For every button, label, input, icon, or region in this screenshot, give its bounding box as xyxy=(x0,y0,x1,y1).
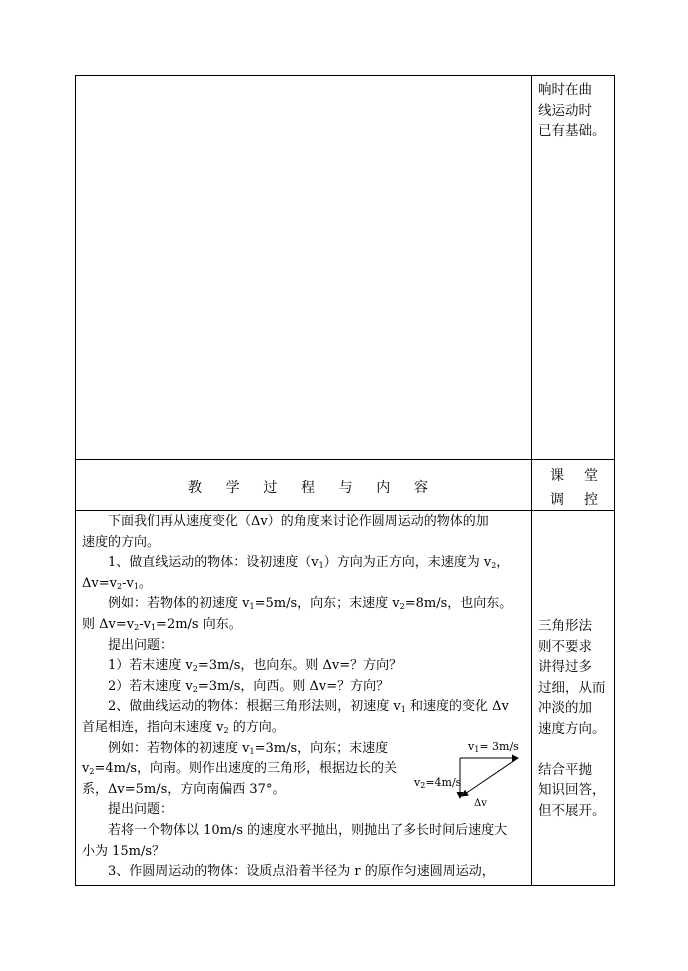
header-char: 学 xyxy=(225,480,240,496)
note-line xyxy=(538,739,612,760)
note-line: 冲淡的加 xyxy=(538,700,592,716)
header-char: 课 xyxy=(550,468,564,484)
note-line: 讲得过多 xyxy=(538,659,592,675)
table-border-left xyxy=(75,75,76,886)
header-char: 内 xyxy=(376,480,391,496)
header-char: 程 xyxy=(300,480,315,496)
header-char: 教 xyxy=(188,480,202,496)
content-line: 3、作圆周运动的物体：设质点沿着半径为 r 的原作匀速圆周运动， xyxy=(108,864,495,880)
content-line: 1、做直线运动的物体：设初速度$(v_1)$方向为正方向，末速度为 $v_2$， xyxy=(108,555,510,571)
header-title xyxy=(188,477,428,497)
content-line: 速度的方向。 xyxy=(82,534,161,550)
header-char: 调 xyxy=(550,492,564,508)
content-line: 若将一个物体以 10m/s 的速度水平抛出，则抛出了多长时间后速度大 xyxy=(108,822,508,838)
top-right-notes xyxy=(538,80,612,142)
note-line: 但不展开。 xyxy=(538,802,606,819)
right-notes xyxy=(538,616,612,821)
header-char: 堂 xyxy=(584,468,598,484)
note-line: 响时在曲 xyxy=(538,82,592,98)
header-char: 容 xyxy=(413,480,428,496)
velocity-triangle-diagram xyxy=(412,738,532,814)
lesson-content xyxy=(82,512,528,883)
table-border-top xyxy=(75,75,615,76)
note-line: 结合平抛 xyxy=(538,761,592,778)
header-char: 控 xyxy=(584,492,598,508)
content-line: 小为 15m/s？ xyxy=(82,843,166,859)
content-line: 2）若末速度 $v_2=3m/s$，向西。则 Δv=？方向？ xyxy=(108,678,390,694)
v1-label: $v_1= 3m/s$ xyxy=(468,740,519,754)
table-border-right xyxy=(614,75,615,886)
content-line: 下面我们再从速度变化（Δv）的角度来讨论作圆周运动的物体的加 xyxy=(108,514,489,529)
content-line: $\Delta v=v_2-v_1$。 xyxy=(82,575,152,591)
table-row-divider-2 xyxy=(75,510,615,511)
content-line: 则 $\Delta v=v_2-v_1=2m/s$ 向东。 xyxy=(82,616,242,632)
note-line: 过细，从而 xyxy=(538,679,606,696)
table-row-divider-1 xyxy=(75,459,615,460)
content-line: 系，Δv=5m/s，方向南偏西 37°。 xyxy=(82,781,286,797)
content-line: 例如：若物体的初速度 $v_1=5m/s$，向东；末速度 $v_2=8m/s$，也向东。 xyxy=(108,596,513,612)
content-line: 提出问题： xyxy=(108,637,174,653)
delta-v-vector xyxy=(462,758,518,796)
note-line: 三角形法 xyxy=(538,618,592,634)
content-line: 提出问题： xyxy=(108,802,174,818)
content-line: $v_2=4m/s$，向南。则作出速度的三角形，根据边长的关 xyxy=(82,761,397,777)
note-line: 线运动时 xyxy=(538,102,592,119)
note-line: 速度方向。 xyxy=(538,720,606,737)
content-line: 例如：若物体的初速度 $v_1=3m/s$，向东；末速度 xyxy=(108,740,389,756)
content-line: 1）若末速度 $v_2=3m/s$，也向东。则 Δv=？方向？ xyxy=(108,658,403,674)
content-line: 首尾相连，指向末速度 $v_2$ 的方向。 xyxy=(82,719,285,735)
note-line: 知识回答， xyxy=(538,782,606,798)
delta-v-label: Δv xyxy=(474,798,487,809)
header-char: 与 xyxy=(338,480,353,496)
table-border-bottom xyxy=(75,885,615,886)
content-line: 2、做曲线运动的物体：根据三角形法则，初速度 $v_1$ 和速度的变化 Δv xyxy=(108,699,509,715)
v2-label: $v_2=4m/s$ xyxy=(414,776,462,790)
note-line: 则不要求 xyxy=(538,638,592,655)
header-char: 过 xyxy=(263,480,278,496)
header-control xyxy=(550,465,598,509)
note-line: 已有基础。 xyxy=(538,123,606,139)
